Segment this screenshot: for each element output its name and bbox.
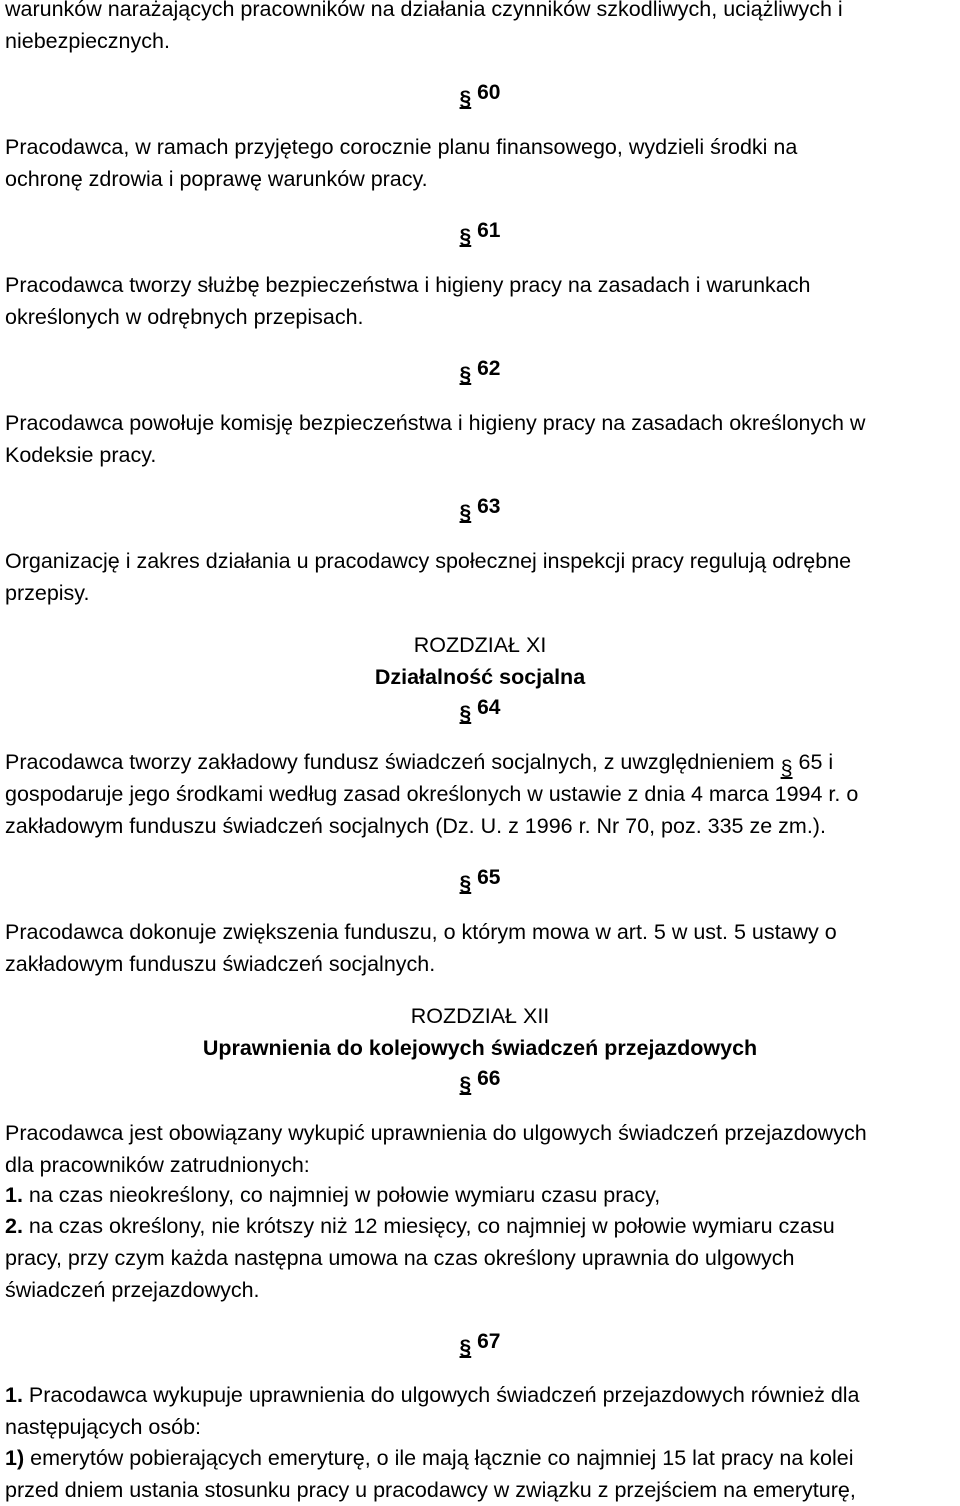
text-line: pracy, przy czym każda następna umowa na czas określony uprawnia do ulgowych	[5, 1246, 795, 1270]
section-number: 60	[477, 81, 501, 104]
section-heading-62	[0, 353, 960, 385]
list-item	[5, 1379, 860, 1411]
section-heading-60	[0, 77, 960, 109]
list-number: 1.	[5, 1183, 23, 1207]
list-text: emerytów pobierających emeryturę, o ile mają łącznie co najmniej 15 lat pracy na kolei	[30, 1446, 854, 1470]
paragraph-symbol: §	[459, 87, 472, 110]
section-number: 65	[477, 866, 501, 889]
text-line: Kodeksie pracy.	[5, 443, 157, 467]
section-number: 67	[477, 1330, 501, 1353]
list-text: Pracodawca wykupuje uprawnienia do ulgowych świadczeń przejazdowych również dla	[28, 1383, 860, 1407]
list-number: 2.	[5, 1214, 23, 1238]
text-line: gospodaruje jego środkami według zasad określonych w ustawie z dnia 4 marca 1994 r. o	[5, 782, 859, 806]
text-line: świadczeń przejazdowych.	[5, 1278, 260, 1302]
section-heading-61	[0, 215, 960, 247]
text-line: Pracodawca, w ramach przyjętego corocznie planu finansowego, wydzieli środki na	[5, 135, 798, 159]
section-heading-64	[0, 692, 960, 724]
section-heading-67	[0, 1326, 960, 1358]
text-line: Pracodawca powołuje komisję bezpieczeństwa i higieny pracy na zasadach określonych w	[5, 411, 866, 435]
paragraph-symbol: §	[780, 756, 793, 780]
list-item	[5, 1210, 835, 1242]
section-number: 66	[477, 1067, 501, 1090]
list-text: na czas określony, nie krótszy niż 12 miesięcy, co najmniej w połowie wymiaru czasu	[28, 1214, 835, 1238]
text-line: Pracodawca tworzy służbę bezpieczeństwa i higieny pracy na zasadach i warunkach	[5, 273, 811, 297]
paragraph-symbol: §	[459, 702, 472, 725]
section-number: 64	[477, 696, 501, 719]
chapter-title: Działalność socjalna	[374, 665, 586, 689]
text-line	[5, 746, 833, 778]
text-run: Pracodawca tworzy zakładowy fundusz świadczeń socjalnych, z uwzględnieniem	[5, 750, 775, 774]
paragraph-symbol: §	[459, 872, 472, 895]
text-line: ochronę zdrowia i poprawę warunków pracy.	[5, 167, 428, 191]
chapter-title: Uprawnienia do kolejowych świadczeń przejazdowych	[202, 1036, 758, 1060]
section-number: 61	[477, 219, 501, 242]
section-heading-65	[0, 862, 960, 894]
paragraph-symbol: §	[459, 225, 472, 248]
paragraph-symbol: §	[459, 1073, 472, 1096]
text-line: następujących osób:	[5, 1415, 202, 1439]
text-line: zakładowym funduszu świadczeń socjalnych (Dz. U. z 1996 r. Nr 70, poz. 335 ze zm.).	[5, 814, 826, 838]
section-number: 62	[477, 357, 501, 380]
text-line: zakładowym funduszu świadczeń socjalnych.	[5, 952, 436, 976]
list-number: 1.	[5, 1383, 23, 1407]
text-line: niebezpiecznych.	[5, 29, 170, 53]
paragraph-symbol: §	[459, 363, 472, 386]
section-reference: 65 i	[798, 750, 834, 774]
text-line: dla pracowników zatrudnionych:	[5, 1153, 310, 1177]
text-line: przepisy.	[5, 581, 90, 605]
paragraph-symbol: §	[459, 1336, 472, 1359]
section-heading-63	[0, 491, 960, 523]
chapter-heading: ROZDZIAŁ XII	[410, 1004, 550, 1028]
section-heading-66	[0, 1063, 960, 1095]
list-item	[5, 1179, 660, 1211]
text-line: Organizację i zakres działania u pracodawcy społecznej inspekcji pracy regulują odrębne	[5, 549, 852, 573]
text-line: przed dniem ustania stosunku pracy u pracodawcy w związku z przejściem na emeryturę,	[5, 1478, 856, 1502]
section-number: 63	[477, 495, 501, 518]
text-line: określonych w odrębnych przepisach.	[5, 305, 364, 329]
text-line: Pracodawca dokonuje zwiększenia funduszu, o którym mowa w art. 5 w ust. 5 ustawy o	[5, 920, 837, 944]
text-line: Pracodawca jest obowiązany wykupić uprawnienia do ulgowych świadczeń przejazdowych	[5, 1121, 867, 1145]
list-number: 1)	[5, 1446, 25, 1470]
list-item	[5, 1442, 853, 1474]
text-line: warunków narażających pracowników na działania czynników szkodliwych, uciążliwych i	[5, 0, 843, 21]
chapter-heading: ROZDZIAŁ XI	[413, 633, 547, 657]
paragraph-symbol: §	[459, 501, 472, 524]
list-text: na czas nieokreślony, co najmniej w połowie wymiaru czasu pracy,	[28, 1183, 661, 1207]
